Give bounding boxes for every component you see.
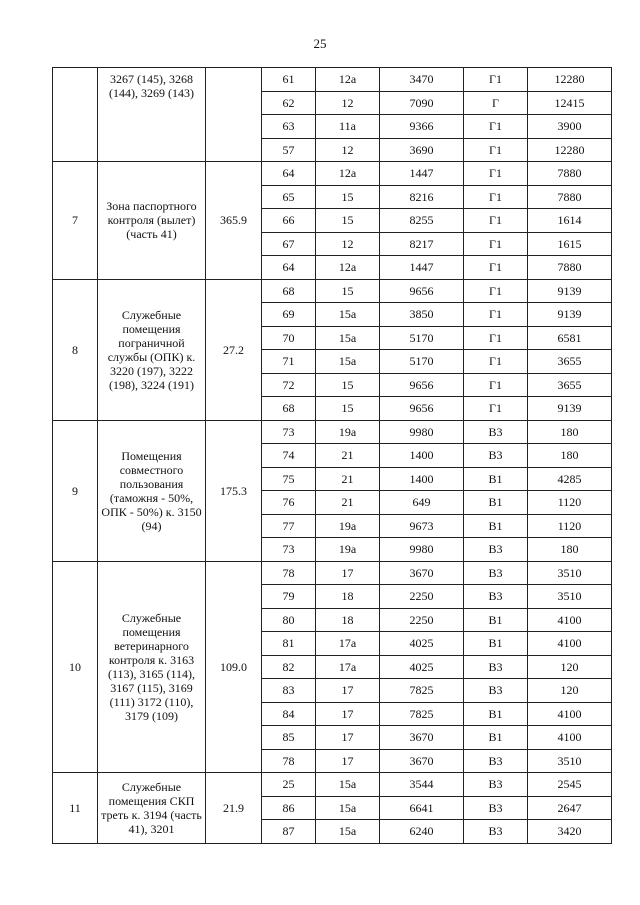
- cell-section: 15: [316, 279, 380, 303]
- cell-distance: 9673: [380, 514, 464, 538]
- cell-point-number: 86: [262, 796, 316, 820]
- table-body: [53, 68, 612, 844]
- cell-distance: 3850: [380, 303, 464, 327]
- cell-value: 3510: [528, 561, 612, 585]
- cell-value: 1615: [528, 232, 612, 256]
- cell-distance: 9980: [380, 538, 464, 562]
- group-number: 11: [53, 773, 98, 844]
- cell-class: В3: [464, 655, 528, 679]
- cell-class: Г1: [464, 115, 528, 139]
- cell-class: В3: [464, 679, 528, 703]
- cell-distance: 6240: [380, 820, 464, 844]
- cell-distance: 9656: [380, 373, 464, 397]
- cell-value: 180: [528, 420, 612, 444]
- page-number: 25: [313, 36, 327, 51]
- cell-distance: 3670: [380, 561, 464, 585]
- cell-section: 15а: [316, 350, 380, 374]
- cell-distance: 3670: [380, 726, 464, 750]
- cell-value: 3420: [528, 820, 612, 844]
- cell-class: В1: [464, 632, 528, 656]
- cell-distance: 8255: [380, 209, 464, 233]
- cell-class: Г1: [464, 279, 528, 303]
- cell-section: 15а: [316, 326, 380, 350]
- cell-point-number: 79: [262, 585, 316, 609]
- cell-section: 21: [316, 444, 380, 468]
- group-number: 10: [53, 561, 98, 773]
- cell-class: В3: [464, 561, 528, 585]
- cell-class: Г1: [464, 209, 528, 233]
- cell-value: 12280: [528, 68, 612, 92]
- table-row: [53, 68, 612, 92]
- cell-section: 15а: [316, 773, 380, 797]
- cell-value: 4100: [528, 632, 612, 656]
- cell-point-number: 57: [262, 138, 316, 162]
- cell-distance: 649: [380, 491, 464, 515]
- cell-value: 3510: [528, 585, 612, 609]
- cell-value: 180: [528, 444, 612, 468]
- cell-distance: 9980: [380, 420, 464, 444]
- group-number: 8: [53, 279, 98, 420]
- table-row: [53, 420, 612, 444]
- cell-point-number: 64: [262, 256, 316, 280]
- cell-point-number: 68: [262, 279, 316, 303]
- cell-value: 9139: [528, 397, 612, 421]
- cell-class: Г1: [464, 68, 528, 92]
- cell-distance: 9656: [380, 279, 464, 303]
- cell-point-number: 67: [262, 232, 316, 256]
- cell-point-number: 80: [262, 608, 316, 632]
- cell-distance: 1447: [380, 162, 464, 186]
- cell-section: 11а: [316, 115, 380, 139]
- cell-class: В1: [464, 702, 528, 726]
- cell-section: 19а: [316, 420, 380, 444]
- cell-distance: 3544: [380, 773, 464, 797]
- cell-section: 19а: [316, 514, 380, 538]
- cell-value: 180: [528, 538, 612, 562]
- cell-section: 18: [316, 585, 380, 609]
- table-row: [53, 162, 612, 186]
- cell-point-number: 65: [262, 185, 316, 209]
- cell-distance: 3690: [380, 138, 464, 162]
- group-description: Помещения совместного пользования (таможня - 50%, ОПК - 50%) к. 3150 (94): [98, 420, 206, 561]
- group-description: Зона паспортного контроля (вылет) (часть 41): [98, 162, 206, 280]
- cell-class: Г1: [464, 256, 528, 280]
- cell-section: 15: [316, 185, 380, 209]
- cell-value: 1120: [528, 491, 612, 515]
- cell-point-number: 77: [262, 514, 316, 538]
- cell-distance: 3470: [380, 68, 464, 92]
- table-row: [53, 279, 612, 303]
- cell-class: Г1: [464, 138, 528, 162]
- cell-point-number: 68: [262, 397, 316, 421]
- cell-value: 12415: [528, 91, 612, 115]
- cell-value: 3900: [528, 115, 612, 139]
- cell-value: 7880: [528, 185, 612, 209]
- cell-point-number: 82: [262, 655, 316, 679]
- cell-class: Г1: [464, 373, 528, 397]
- cell-class: В3: [464, 585, 528, 609]
- group-area: 365.9: [206, 162, 262, 280]
- cell-value: 2545: [528, 773, 612, 797]
- cell-class: В3: [464, 796, 528, 820]
- cell-section: 15: [316, 209, 380, 233]
- cell-class: Г1: [464, 326, 528, 350]
- cell-class: Г1: [464, 350, 528, 374]
- cell-value: 3510: [528, 749, 612, 773]
- cell-point-number: 83: [262, 679, 316, 703]
- cell-value: 1614: [528, 209, 612, 233]
- cell-value: 2647: [528, 796, 612, 820]
- cell-point-number: 73: [262, 538, 316, 562]
- cell-distance: 1447: [380, 256, 464, 280]
- cell-point-number: 71: [262, 350, 316, 374]
- group-area: 175.3: [206, 420, 262, 561]
- cell-distance: 5170: [380, 350, 464, 374]
- cell-section: 17: [316, 726, 380, 750]
- cell-section: 21: [316, 491, 380, 515]
- cell-section: 21: [316, 467, 380, 491]
- cell-point-number: 69: [262, 303, 316, 327]
- cell-class: В1: [464, 467, 528, 491]
- cell-value: 4100: [528, 726, 612, 750]
- group-area: 27.2: [206, 279, 262, 420]
- cell-point-number: 63: [262, 115, 316, 139]
- cell-class: Г1: [464, 397, 528, 421]
- cell-value: 7880: [528, 256, 612, 280]
- cell-distance: 1400: [380, 467, 464, 491]
- group-area: 21.9: [206, 773, 262, 844]
- cell-distance: 3670: [380, 749, 464, 773]
- cell-class: В3: [464, 420, 528, 444]
- cell-class: Г1: [464, 162, 528, 186]
- cell-value: 1120: [528, 514, 612, 538]
- cell-class: Г1: [464, 185, 528, 209]
- cell-point-number: 74: [262, 444, 316, 468]
- cell-class: В3: [464, 820, 528, 844]
- cell-section: 15: [316, 373, 380, 397]
- cell-class: В3: [464, 773, 528, 797]
- group-description: 3267 (145), 3268 (144), 3269 (143): [98, 68, 206, 162]
- cell-section: 19а: [316, 538, 380, 562]
- cell-value: 9139: [528, 303, 612, 327]
- cell-value: 4285: [528, 467, 612, 491]
- cell-distance: 4025: [380, 632, 464, 656]
- cell-distance: 1400: [380, 444, 464, 468]
- cell-point-number: 61: [262, 68, 316, 92]
- cell-value: 12280: [528, 138, 612, 162]
- cell-class: В3: [464, 444, 528, 468]
- cell-value: 120: [528, 679, 612, 703]
- table-row: [53, 561, 612, 585]
- cell-point-number: 85: [262, 726, 316, 750]
- cell-section: 12а: [316, 162, 380, 186]
- cell-point-number: 66: [262, 209, 316, 233]
- cell-value: 120: [528, 655, 612, 679]
- cell-section: 17: [316, 702, 380, 726]
- cell-distance: 9366: [380, 115, 464, 139]
- cell-distance: 6641: [380, 796, 464, 820]
- cell-class: Г1: [464, 232, 528, 256]
- cell-value: 3655: [528, 350, 612, 374]
- cell-point-number: 76: [262, 491, 316, 515]
- group-area: [206, 68, 262, 162]
- cell-distance: 7090: [380, 91, 464, 115]
- cell-distance: 8217: [380, 232, 464, 256]
- group-number: 7: [53, 162, 98, 280]
- cell-point-number: 78: [262, 561, 316, 585]
- table-row: [53, 773, 612, 797]
- cell-class: В1: [464, 491, 528, 515]
- cell-class: В1: [464, 514, 528, 538]
- cell-point-number: 62: [262, 91, 316, 115]
- cell-point-number: 25: [262, 773, 316, 797]
- cell-section: 12: [316, 138, 380, 162]
- cell-section: 15а: [316, 820, 380, 844]
- cell-distance: 2250: [380, 608, 464, 632]
- cell-class: В3: [464, 538, 528, 562]
- group-description: Служебные помещения пограничной службы (ОПК) к. 3220 (197), 3222 (198), 3224 (191): [98, 279, 206, 420]
- cell-class: Г: [464, 91, 528, 115]
- cell-class: В3: [464, 749, 528, 773]
- cell-class: Г1: [464, 303, 528, 327]
- group-number: [53, 68, 98, 162]
- cell-point-number: 72: [262, 373, 316, 397]
- cell-class: В1: [464, 726, 528, 750]
- data-table: [52, 67, 612, 844]
- cell-value: 7880: [528, 162, 612, 186]
- cell-section: 15: [316, 397, 380, 421]
- cell-point-number: 75: [262, 467, 316, 491]
- group-description: Служебные помещения ветеринарного контроля к. 3163 (113), 3165 (114), 3167 (115), 3169 (111) 3172 (110), 3179 (109): [98, 561, 206, 773]
- group-area: 109.0: [206, 561, 262, 773]
- cell-distance: 4025: [380, 655, 464, 679]
- cell-distance: 9656: [380, 397, 464, 421]
- cell-distance: 5170: [380, 326, 464, 350]
- cell-section: 12а: [316, 68, 380, 92]
- group-description: Служебные помещения СКП треть к. 3194 (часть 41), 3201: [98, 773, 206, 844]
- cell-point-number: 84: [262, 702, 316, 726]
- cell-section: 15а: [316, 796, 380, 820]
- cell-class: В1: [464, 608, 528, 632]
- cell-section: 17: [316, 679, 380, 703]
- cell-value: 4100: [528, 608, 612, 632]
- cell-section: 17а: [316, 632, 380, 656]
- cell-value: 9139: [528, 279, 612, 303]
- cell-value: 6581: [528, 326, 612, 350]
- cell-point-number: 81: [262, 632, 316, 656]
- cell-point-number: 64: [262, 162, 316, 186]
- cell-point-number: 73: [262, 420, 316, 444]
- cell-section: 17: [316, 749, 380, 773]
- cell-section: 17: [316, 561, 380, 585]
- cell-value: 4100: [528, 702, 612, 726]
- cell-section: 17а: [316, 655, 380, 679]
- cell-distance: 7825: [380, 702, 464, 726]
- cell-section: 18: [316, 608, 380, 632]
- cell-distance: 7825: [380, 679, 464, 703]
- cell-section: 12: [316, 232, 380, 256]
- cell-section: 15а: [316, 303, 380, 327]
- cell-point-number: 87: [262, 820, 316, 844]
- cell-point-number: 78: [262, 749, 316, 773]
- cell-value: 3655: [528, 373, 612, 397]
- group-number: 9: [53, 420, 98, 561]
- cell-section: 12а: [316, 256, 380, 280]
- cell-distance: 8216: [380, 185, 464, 209]
- cell-section: 12: [316, 91, 380, 115]
- cell-point-number: 70: [262, 326, 316, 350]
- cell-distance: 2250: [380, 585, 464, 609]
